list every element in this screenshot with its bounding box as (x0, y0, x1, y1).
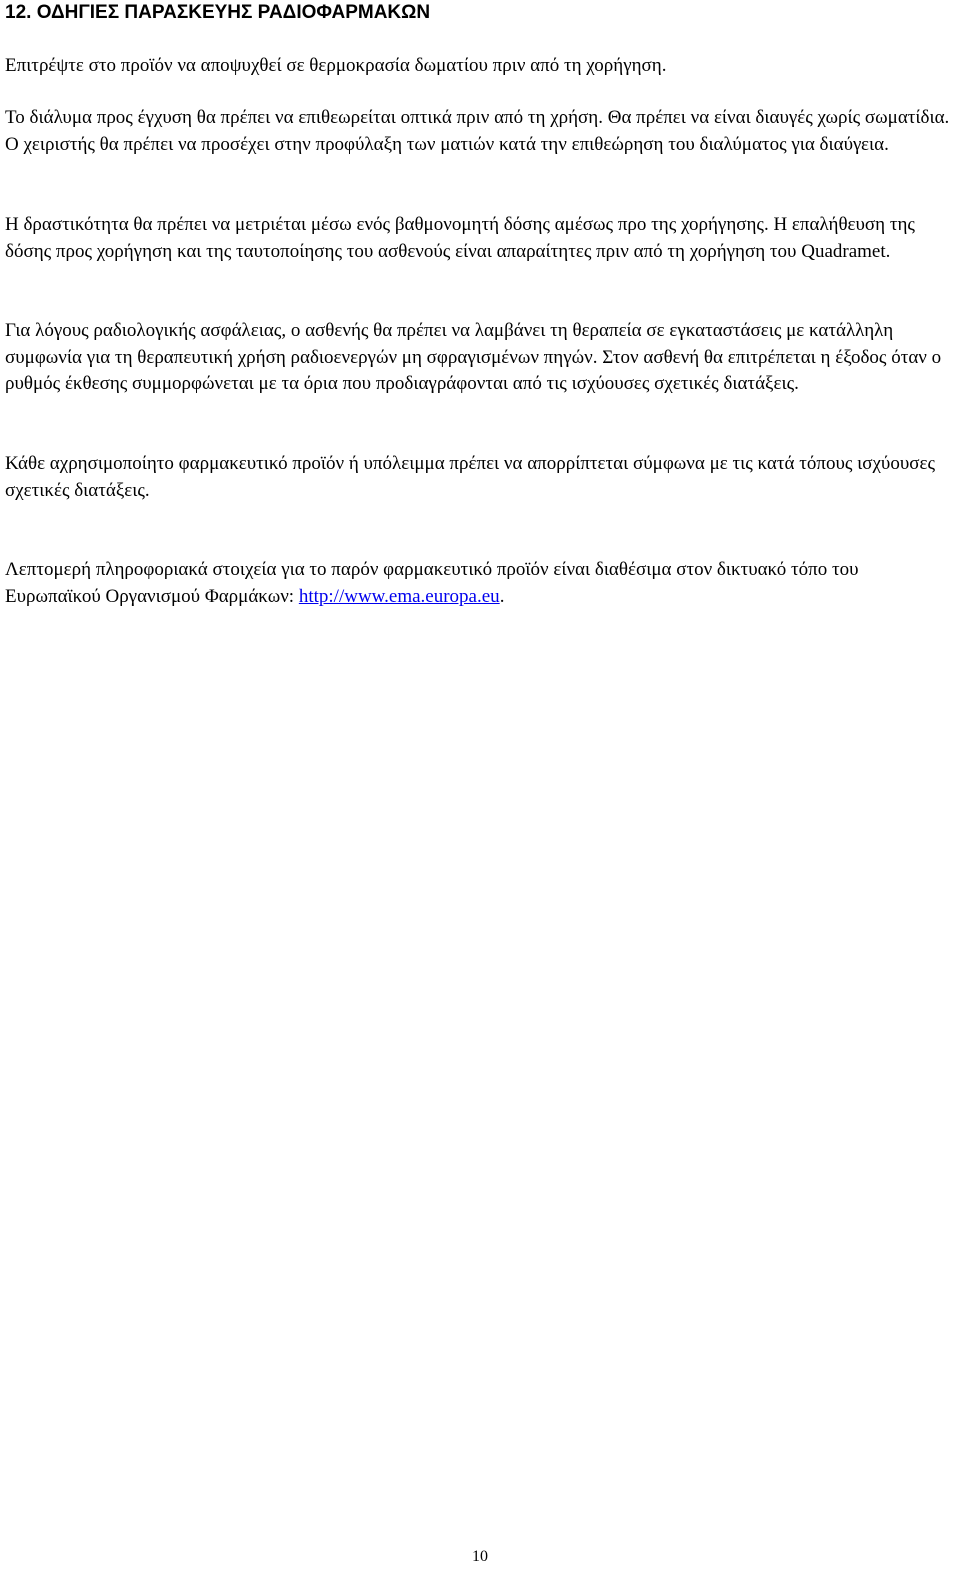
paragraph-disposal: Κάθε αχρησιμοποίητο φαρμακευτικό προϊόν ή υπόλειμμα πρέπει να απορρίπτεται σύμφωνα με τις κατά τόπους ισχύουσες σχετικές διατάξεις. (5, 453, 935, 501)
ema-website-link[interactable]: http://www.ema.europa.eu (298, 585, 500, 607)
more-info-text: Λεπτομερή πληροφοριακά στοιχεία για το παρόν φαρμακευτικό προϊόν είναι διαθέσιμα στον δικτυακό τόπο του Ευρωπαϊκού Οργανισμού Φαρμάκων: (5, 559, 859, 607)
paragraph-thawing: Επιτρέψτε στο προϊόν να αποψυχθεί σε θερμοκρασία δωματίου πριν από τη χορήγηση. (5, 55, 667, 76)
paragraph-dose-measurement: Η δραστικότητα θα πρέπει να μετριέται μέσω ενός βαθμονομητή δόσης αμέσως προ της χορήγησης. Η επαλήθευση της δόσης προς χορήγηση και της ταυτοποίησης του ασθενούς είναι απαραίτητες πριν από τη χορήγηση του Quadramet. (5, 214, 915, 262)
section-heading: 12. ΟΔΗΓΙΕΣ ΠΑΡΑΣΚΕΥΗΣ ΡΑΔΙΟΦΑΡΜΑΚΩΝ (5, 2, 431, 23)
paragraph-inspection: Το διάλυμα προς έγχυση θα πρέπει να επιθεωρείται οπτικά πριν από τη χρήση. Θα πρέπει να είναι διαυγές χωρίς σωματίδια. Ο χειριστής θα πρέπει να προσέχει στην προφύλαξη των ματιών κατά την επιθεώρηση του διαλύματος για διαύγεια. (5, 107, 950, 155)
paragraph-radiation-safety: Για λόγους ραδιολογικής ασφάλειας, ο ασθενής θα πρέπει να λαμβάνει τη θεραπεία σε εγκαταστάσεις με κατάλληλη συμφωνία για τη θεραπευτική χρήση ραδιοενεργών μη σφραγισμένων πηγών. Στον ασθενή θα επιτρέπεται η έξοδος όταν ο ρυθμός έκθεσης συμμορφώνεται με τα όρια που προδιαγράφονται από τις ισχύουσες σχετικές διατάξεις. (5, 320, 942, 394)
page-number: 10 (472, 1548, 488, 1565)
more-info-period: . (499, 585, 505, 607)
paragraph-more-info (5, 557, 957, 610)
